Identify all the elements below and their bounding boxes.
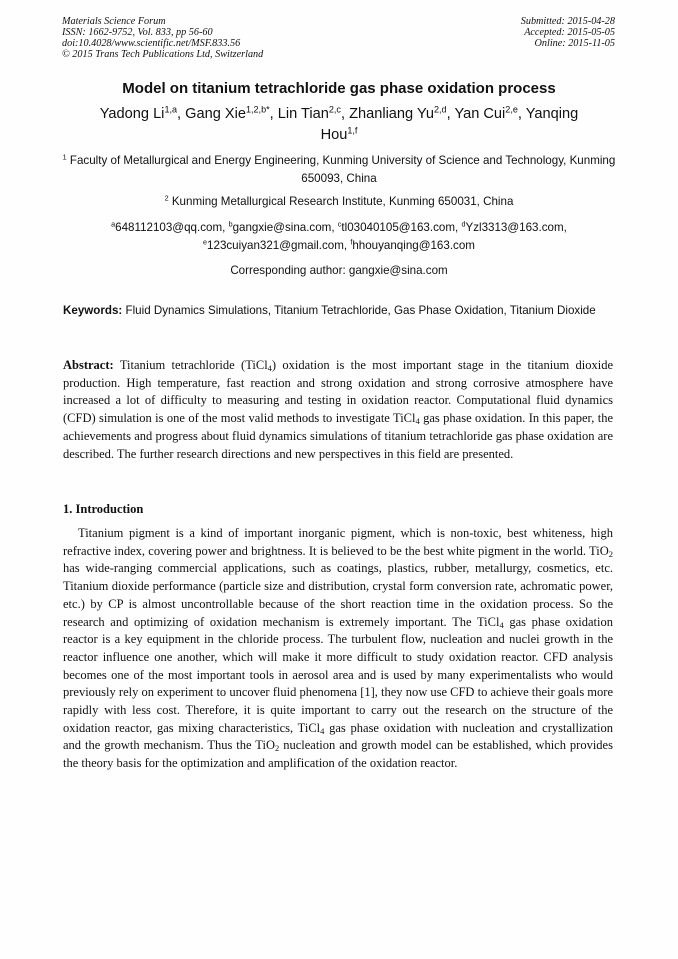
email-text: hhouyanqing@163.com	[352, 239, 475, 252]
affiliation-2	[60, 193, 618, 211]
journal-info	[62, 16, 263, 60]
author-name: Yan Cui	[454, 106, 506, 122]
submitted-date: Submitted: 2015-04-28	[520, 16, 615, 27]
email-text: Yzl3313@163.com	[465, 221, 564, 234]
copyright-line: © 2015 Trans Tech Publications Ltd, Switzerland	[62, 49, 264, 60]
author-name: Yanqing Hou	[320, 106, 579, 143]
email[interactable]	[203, 239, 344, 252]
email-sup: d	[461, 219, 466, 229]
email-sup: c	[337, 219, 342, 229]
body-text: Titanium pigment is a kind of important inorganic pigment, which is non-toxic, best whiteness, high refractive index, covering power and brightness. It is believed to be the best white pigment in the world. TiO	[63, 526, 613, 558]
email[interactable]	[229, 221, 332, 234]
email-sup: a	[111, 219, 116, 229]
paper-title: Model on titanium tetrachloride gas phase oxidation process	[122, 80, 556, 97]
author	[100, 106, 177, 122]
body-text: gas phase oxidation with nucleation and crystallization and the growth mechanism. Thus the TiO	[63, 720, 613, 753]
email[interactable]	[111, 221, 222, 234]
author	[185, 106, 270, 122]
doi-line: doi:10.4028/www.scientific.net/MSF.833.56	[62, 38, 241, 49]
email-sup: e	[203, 237, 208, 247]
body-text: gas phase oxidation reactor is a key equipment in the chloride process. The turbulent flow, nucleation and nuclei growth in the reactor influence one another, which will make it more difficult to study oxidation reactor. CFD analysis becomes one of the most important tools in aerosol area and is used by many experimentalists who would previously rely on experiment to uncover fluid phenomena [1], they now use CFD to achieve their goals more rapidly with less cost. Therefore, it is quite important to carry out the research on the structure of the oxidation reactor, gas mixing characteristics, TiCl	[63, 614, 614, 735]
author	[349, 106, 447, 122]
abstract-label: Abstract:	[63, 358, 114, 372]
author-list: Yadong Li$^{1,a}$, Gang Xie$^{1,2,b*}$, Lin Tian$^{2,c}$, Zhanliang Yu$^{2,d}$, Yan Cui$^{2,e}$, Yanqing Hou$^{1,f}$	[99, 104, 579, 143]
author-sup: 1,2,b*	[245, 104, 270, 115]
email-text: 648112103@qq.com	[115, 221, 223, 234]
author-sup: 1,a	[164, 104, 178, 115]
body-text: has wide-ranging commercial applications, such as coatings, plastics, rubber, metallurgy, cosmetics, etc. Titanium dioxide performance (particle size and distribution, crystal form conversion rate, achromatic power, etc.) by CP is almost uncontrollable because of the short reaction time in the oxidation process. So the research and optimizing of oxidation mechanism is extremely important. The TiCl	[63, 561, 613, 629]
dates-info	[521, 16, 615, 49]
keywords	[63, 302, 613, 319]
affiliation-sup: 2	[164, 193, 169, 203]
keywords-label: Keywords:	[63, 304, 123, 317]
abstract-text: ) oxidation is the most important stage in the titanium dioxide production. High temperature, fast reaction and strong oxidation and strong corrosive atmosphere have increased a lot of difficulty to measuring and testing in oxidation reactor. Computational fluid dynamics (CFD) simulation is one of the most valid methods to investigate TiCl	[63, 358, 614, 426]
issn-line: ISSN: 1662-9752, Vol. 833, pp 56-60	[62, 27, 213, 38]
email[interactable]	[338, 221, 455, 234]
journal-name: Materials Science Forum	[62, 16, 166, 27]
email-text: 123cuiyan321@gmail.com	[207, 239, 344, 252]
author-sup: 2,e	[505, 104, 518, 115]
email-text: tl03040105@163.com	[341, 221, 456, 234]
subscript: 2	[608, 548, 613, 559]
online-date: Online: 2015-11-05	[534, 38, 615, 49]
affiliation-sup: 1	[62, 152, 67, 162]
email-text: gangxie@sina.com	[232, 221, 332, 234]
email-sup: f	[350, 237, 353, 247]
affiliation-text: Faculty of Metallurgical and Energy Engineering, Kunming University of Science and Technology, Kunming 650093, China	[69, 154, 616, 185]
subscript: 4	[267, 363, 272, 374]
subscript: 2	[275, 743, 280, 754]
author-name: Yadong Li	[99, 106, 165, 122]
email[interactable]	[350, 239, 475, 252]
author-sup: 1,f	[347, 125, 358, 136]
subscript: 4	[499, 619, 504, 630]
introduction-paragraph	[63, 525, 613, 773]
body-text: nucleation and growth model can be established, which provides the theory basis for the optimization and amplification of the oxidation reactor.	[63, 738, 613, 771]
email[interactable]	[461, 221, 563, 234]
author	[278, 106, 341, 122]
abstract-text: Titanium tetrachloride (TiCl	[119, 358, 268, 372]
section-heading: 1. Introduction	[63, 502, 144, 516]
affiliation-text: Kunming Metallurgical Research Institute, Kunming 650031, China	[171, 195, 514, 208]
corresponding-author: Corresponding author: gangxie@sina.com	[230, 264, 448, 277]
author-name: Lin Tian	[277, 106, 329, 122]
abstract-text: gas phase oxidation. In this paper, the achievements and progress about fluid dynamics simulations of titanium tetrachloride gas phase oxidation are described. The further research directions and new perspectives in this field are presented.	[63, 411, 614, 461]
author-sup: 2,d	[434, 104, 447, 115]
author-name: Zhanliang Yu	[349, 106, 434, 122]
subscript: 4	[320, 725, 325, 736]
abstract	[63, 357, 613, 463]
subscript: 4	[415, 416, 420, 427]
accepted-date: Accepted: 2015-05-05	[524, 27, 615, 38]
keywords-text: Fluid Dynamics Simulations, Titanium Tetrachloride, Gas Phase Oxidation, Titanium Dioxide	[125, 304, 596, 317]
author-sup: 2,c	[328, 104, 341, 115]
author	[454, 106, 517, 122]
author-name: Gang Xie	[185, 106, 246, 122]
email-list: $^a$648112103@qq.com, $^b$gangxie@sina.com, $^c$tl03040105@163.com, $^d$Yzl3313@163.com, $^e$123cuiyan321@gmail.com, $^f$hhouyanqing@163.com	[111, 219, 567, 252]
affiliation-1	[60, 152, 618, 188]
email-sup: b	[228, 219, 233, 229]
